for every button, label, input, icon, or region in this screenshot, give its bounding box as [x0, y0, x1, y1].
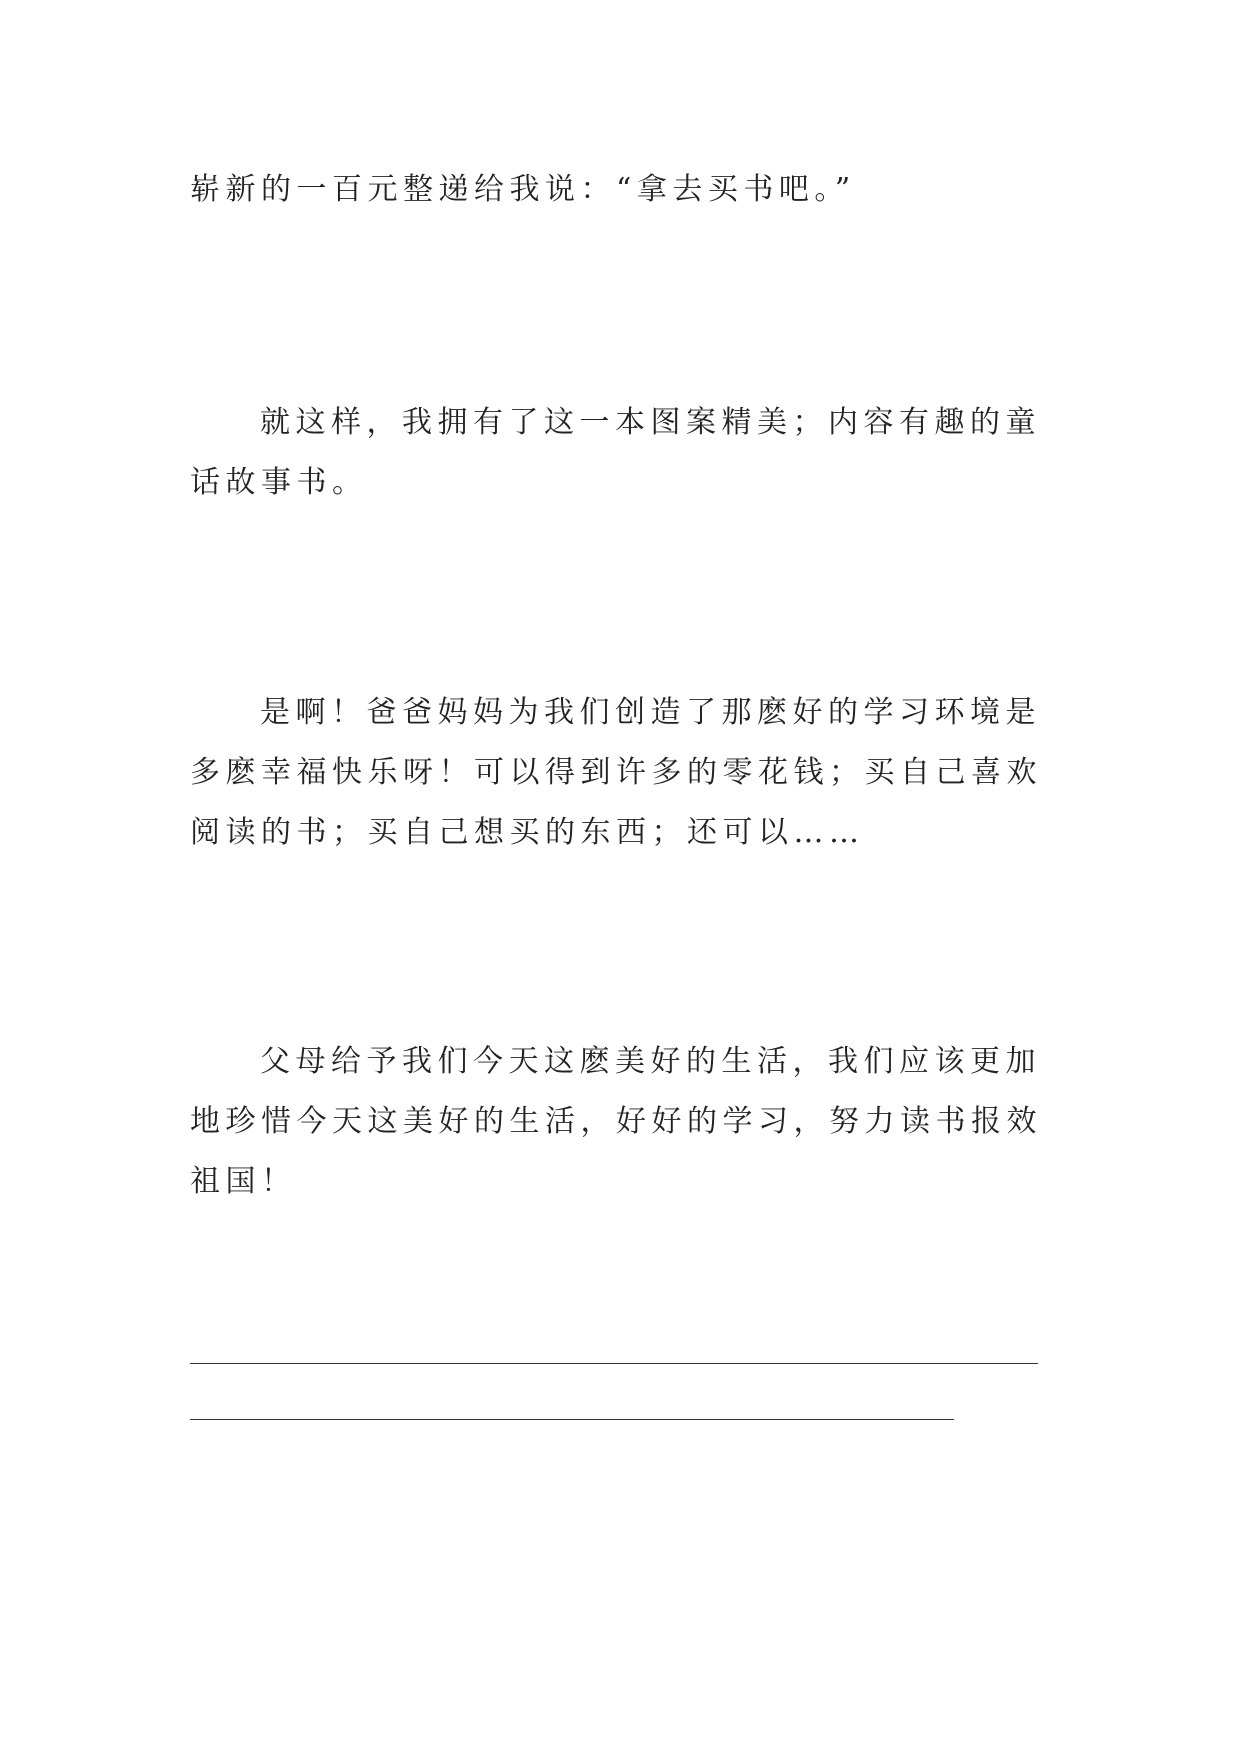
paragraph-3: 是啊！爸爸妈妈为我们创造了那麽好的学习环境是多麽幸福快乐呀！可以得到许多的零花钱；买自己喜欢阅读的书；买自己想买的东西；还可以…… [190, 695, 1042, 850]
fill-in-blank-line [190, 1363, 1038, 1364]
paragraph-4: 父母给予我们今天这麽美好的生活，我们应该更加地珍惜今天这美好的生活，好好的学习，努力读书报效祖国！ [190, 1044, 1042, 1199]
fill-in-blank-line [190, 1419, 954, 1420]
paragraph-2: 就这样，我拥有了这一本图案精美；内容有趣的童话故事书。 [190, 405, 1041, 500]
paragraph-1: 崭新的一百元整递给我说：“拿去买书吧。” [190, 172, 856, 207]
